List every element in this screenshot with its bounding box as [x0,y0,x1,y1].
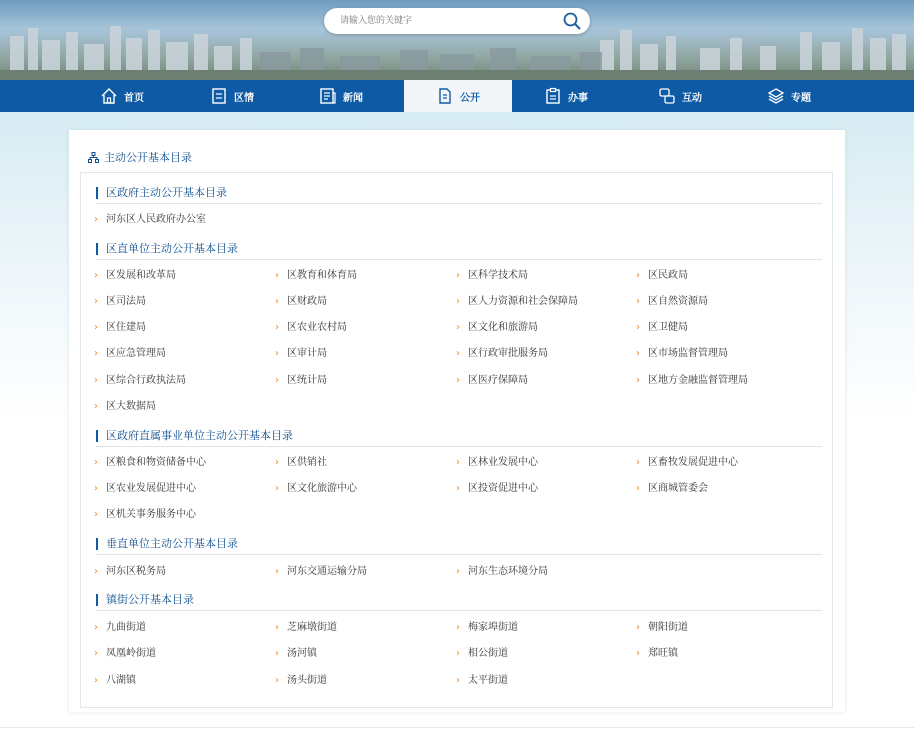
chevron-right-icon: › [636,270,640,281]
chevron-right-icon: › [456,348,460,359]
list-item[interactable] [456,483,538,495]
list-item[interactable] [275,457,327,469]
section-title: 区直单位主动公开基本目录 [106,242,238,255]
list-item-label: 区文化旅游中心 [287,483,357,494]
list-item-label: 九曲街道 [106,622,146,633]
chevron-right-icon: › [275,296,279,307]
list-item-label: 区应急管理局 [106,348,166,359]
chevron-right-icon: › [94,348,98,359]
list-item[interactable] [636,348,728,360]
section-heading-gov [96,186,822,204]
nav-district-info-label: 区情 [234,92,254,104]
chevron-right-icon: › [275,270,279,281]
chevron-right-icon: › [94,509,98,520]
chevron-right-icon: › [94,322,98,333]
list-item-label: 区自然资源局 [648,296,708,307]
section-title: 区政府直属事业单位主动公开基本目录 [106,429,293,442]
list-item-label: 区民政局 [648,270,688,281]
nav-district-info[interactable] [178,80,286,112]
nav-home-label: 首页 [124,92,144,104]
list-item[interactable] [275,566,367,578]
section-title: 区政府主动公开基本目录 [106,186,227,199]
list-item-label: 区商城管委会 [648,483,708,494]
nav-interaction[interactable] [626,80,734,112]
chevron-right-icon: › [456,675,460,686]
nav-services-label: 办事 [568,92,588,104]
section-heading-towns [96,593,822,611]
list-item[interactable] [94,509,196,521]
chevron-right-icon: › [94,214,98,225]
list-item-label: 区农业发展促进中心 [106,483,196,494]
chevron-right-icon: › [94,375,98,386]
list-item-label: 区农业农村局 [287,322,347,333]
list-item[interactable] [456,648,508,660]
list-item[interactable] [456,270,528,282]
list-item[interactable] [94,296,146,308]
layers-icon [767,87,785,105]
page-title [88,149,192,165]
clipboard-icon [544,87,562,105]
list-item-label: 河东交通运输分局 [287,566,367,577]
section-heading-depts [96,242,822,260]
search-box [324,8,590,34]
list-item[interactable] [275,296,327,308]
list-item-label: 区市场监督管理局 [648,348,728,359]
list-item-label: 区医疗保障局 [468,375,528,386]
chevron-right-icon: › [94,401,98,412]
list-item-label: 区粮食和物资储备中心 [106,457,206,468]
list-item-label: 区人力资源和社会保障局 [468,296,578,307]
nav-services[interactable] [512,80,620,112]
list-item-label: 汤河镇 [287,648,317,659]
list-item[interactable] [456,622,518,634]
section-title: 垂直单位主动公开基本目录 [106,537,238,550]
list-item-label: 区供销社 [287,457,327,468]
nav-interaction-label: 互动 [682,92,702,104]
section-title: 镇街公开基本目录 [106,593,194,606]
section-heading-vertical [96,537,822,555]
list-item[interactable] [636,296,708,308]
nav-home[interactable] [68,80,176,112]
list-item[interactable] [94,401,156,413]
chevron-right-icon: › [275,622,279,633]
chevron-right-icon: › [636,348,640,359]
list-item-label: 区投资促进中心 [468,483,538,494]
list-item-label: 区行政审批服务局 [468,348,548,359]
list-item[interactable] [636,622,688,634]
chevron-right-icon: › [275,483,279,494]
chevron-right-icon: › [456,296,460,307]
list-item[interactable] [275,322,347,334]
section-bar [96,538,98,550]
list-item[interactable] [636,270,688,282]
list-item[interactable] [456,322,538,334]
list-item-label: 区文化和旅游局 [468,322,538,333]
list-item[interactable] [636,648,678,660]
chevron-right-icon: › [275,457,279,468]
list-item-label: 区综合行政执法局 [106,375,186,386]
list-item[interactable] [275,622,337,634]
chevron-right-icon: › [636,457,640,468]
list-item[interactable] [94,566,166,578]
list-item[interactable] [94,648,156,660]
list-item-label: 太平街道 [468,675,508,686]
chevron-right-icon: › [456,375,460,386]
list-item-label: 相公街道 [468,648,508,659]
chevron-right-icon: › [636,322,640,333]
nav-news-label: 新闻 [343,92,363,104]
nav-open-label: 公开 [460,92,480,104]
list-item[interactable] [456,348,548,360]
chevron-right-icon: › [275,375,279,386]
chevron-right-icon: › [94,622,98,633]
list-item[interactable] [456,566,548,578]
list-item-label: 区卫健局 [648,322,688,333]
chevron-right-icon: › [456,648,460,659]
nav-open[interactable] [404,80,512,112]
document-icon [210,87,228,105]
list-item-label: 凤凰岭街道 [106,648,156,659]
list-item[interactable] [94,348,166,360]
list-item-label: 区住建局 [106,322,146,333]
list-item-label: 郑旺镇 [648,648,678,659]
chevron-right-icon: › [275,566,279,577]
nav-topics[interactable] [735,80,843,112]
list-item-label: 区司法局 [106,296,146,307]
chevron-right-icon: › [636,296,640,307]
chevron-right-icon: › [456,457,460,468]
chevron-right-icon: › [636,648,640,659]
chevron-right-icon: › [275,648,279,659]
list-item-label: 河东区人民政府办公室 [106,214,206,225]
list-item[interactable] [94,375,186,387]
list-item[interactable] [456,375,528,387]
chevron-right-icon: › [456,270,460,281]
chevron-right-icon: › [275,348,279,359]
footer-divider [0,727,914,728]
chevron-right-icon: › [94,648,98,659]
list-item-label: 汤头街道 [287,675,327,686]
list-item-label: 八湖镇 [106,675,136,686]
nav-topics-label: 专题 [791,92,811,104]
list-item-label: 河东生态环境分局 [468,566,548,577]
list-item[interactable] [636,322,688,334]
list-item[interactable] [275,675,327,687]
page-title-text: 主动公开基本目录 [104,151,192,164]
list-item[interactable] [636,375,748,387]
chevron-right-icon: › [94,457,98,468]
list-item-label: 芝麻墩街道 [287,622,337,633]
chevron-right-icon: › [275,322,279,333]
list-item[interactable] [94,483,196,495]
list-item-label: 朝阳街道 [648,622,688,633]
file-icon [436,87,454,105]
search-icon[interactable] [562,11,582,31]
list-item[interactable] [456,296,578,308]
list-item-label: 区地方金融监督管理局 [648,375,748,386]
nav-news[interactable] [287,80,395,112]
chat-icon [658,87,676,105]
list-item-label: 区科学技术局 [468,270,528,281]
list-item-label: 区林业发展中心 [468,457,538,468]
section-heading-institutions [96,429,822,447]
section-bar [96,430,98,442]
section-bar [96,594,98,606]
list-item-label: 区统计局 [287,375,327,386]
search-input[interactable] [340,10,568,32]
list-item-label: 梅家埠街道 [468,622,518,633]
chevron-right-icon: › [636,622,640,633]
list-item[interactable] [94,214,206,226]
chevron-right-icon: › [94,675,98,686]
chevron-right-icon: › [636,375,640,386]
list-item[interactable] [94,675,136,687]
list-item[interactable] [94,322,146,334]
list-item[interactable] [275,270,357,282]
list-item-label: 区大数据局 [106,401,156,412]
list-item-label: 区审计局 [287,348,327,359]
chevron-right-icon: › [456,622,460,633]
chevron-right-icon: › [275,675,279,686]
section-bar [96,187,98,199]
chevron-right-icon: › [636,483,640,494]
chevron-right-icon: › [456,322,460,333]
list-item[interactable] [275,375,327,387]
chevron-right-icon: › [94,296,98,307]
header-banner [0,0,914,80]
chevron-right-icon: › [456,483,460,494]
list-item-label: 区畜牧发展促进中心 [648,457,738,468]
chevron-right-icon: › [94,270,98,281]
list-item-label: 河东区税务局 [106,566,166,577]
list-item[interactable] [94,270,176,282]
chevron-right-icon: › [94,566,98,577]
chevron-right-icon: › [94,483,98,494]
list-item[interactable] [636,483,708,495]
list-item-label: 区机关事务服务中心 [106,509,196,520]
home-icon [100,87,118,105]
list-item[interactable] [456,457,538,469]
sitemap-icon [88,152,99,163]
list-item[interactable] [275,648,317,660]
list-item-label: 区财政局 [287,296,327,307]
list-item[interactable] [456,675,508,687]
list-item-label: 区教育和体育局 [287,270,357,281]
chevron-right-icon: › [456,566,460,577]
main-nav [0,80,914,112]
list-item[interactable] [94,457,206,469]
list-item[interactable] [94,622,146,634]
section-bar [96,243,98,255]
list-item[interactable] [275,348,327,360]
list-item[interactable] [275,483,357,495]
list-item-label: 区发展和改革局 [106,270,176,281]
list-item[interactable] [636,457,738,469]
newspaper-icon [319,87,337,105]
